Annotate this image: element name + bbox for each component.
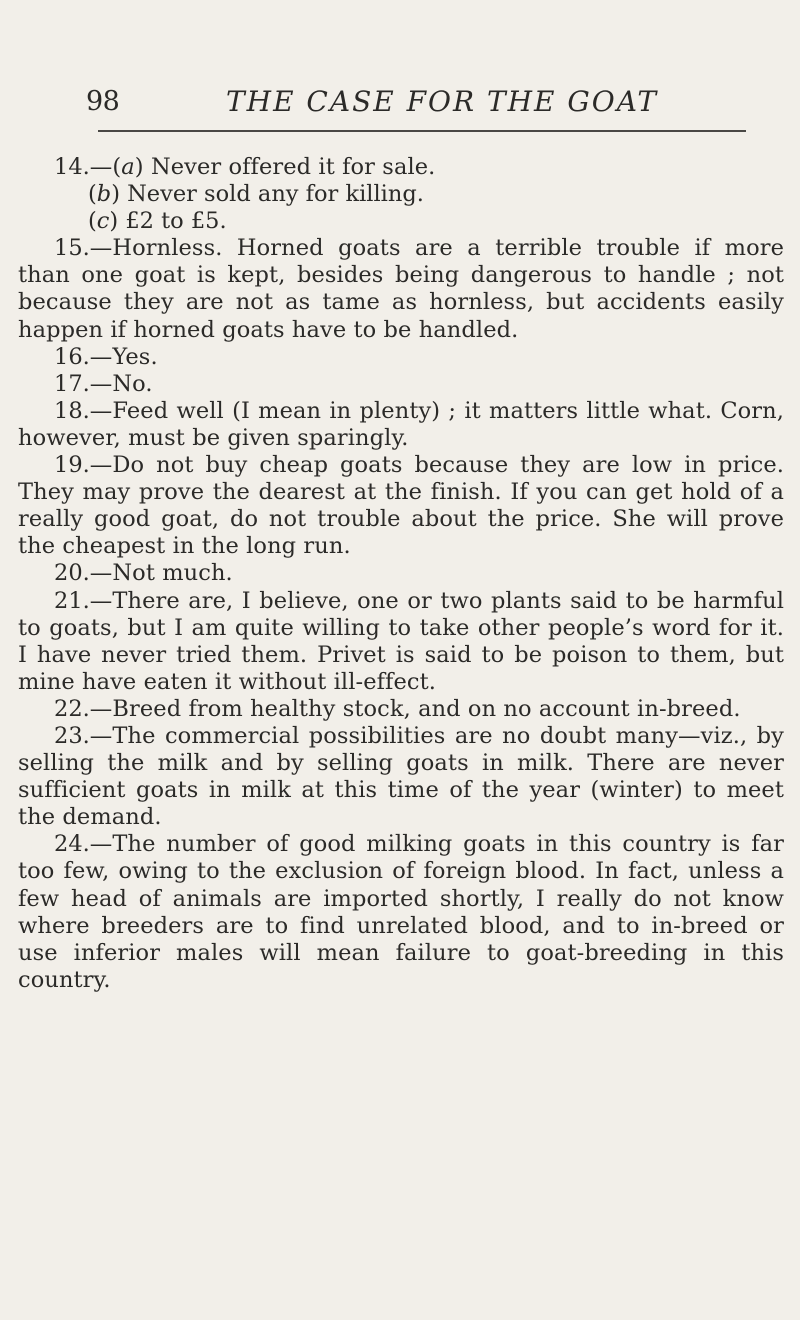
- answer-18: 18.—Feed well (I mean in plenty) ; it matters little what. Corn, however, must be given sparingly.: [18, 397, 784, 451]
- answer-22: 22.—Breed from healthy stock, and on no account in-breed.: [54, 695, 741, 722]
- answer-23: 23.—The commercial possibilities are no doubt many—viz., by selling the milk and by selling goats in milk. There are never sufficient goats in milk at this time of the year (winter) to meet the demand.: [18, 722, 784, 831]
- answer-16: 16.—Yes.: [54, 343, 158, 370]
- answer-19: 19.—Do not buy cheap goats because they are low in price. They may prove the dearest at the finish. If you can get hold of a really good goat, do not trouble about the price. She will prove the cheapest in the long run.: [18, 452, 784, 560]
- answer-14c: (c) £2 to £5.: [88, 208, 227, 235]
- answer-21: 21.—There are, I believe, one or two plants said to be harmful to goats, but I am quite willing to take other people’s word for it. I have never tried them. Privet is said to be poison to them, but mine have eaten it without ill-effect.: [18, 587, 784, 695]
- answer-20: 20.—Not much.: [54, 560, 233, 587]
- answer-15: 15.—Hornless. Horned goats are a terrible trouble if more than one goat is kept, besides being dangerous to handle ; not because they are not as tame as hornless, but accidents easily happen if horned goats have to be handled.: [18, 235, 784, 343]
- answer-24: 24.—The number of good milking goats in this country is far too few, owing to the exclusion of foreign blood. In fact, unless a few head of animals are imported shortly, I really do not know where breeders are to find unrelated blood, and to in-breed or use inferior males will mean failure to goat-breeding in this country.: [18, 831, 784, 993]
- body-text: [18, 154, 784, 994]
- answer-17: 17.—No.: [54, 370, 153, 397]
- page-number: 98: [86, 86, 120, 117]
- header-rule: [98, 130, 746, 132]
- answer-14b: (b) Never sold any for killing.: [88, 181, 424, 208]
- page-header: [86, 82, 746, 122]
- running-title: THE CASE FOR THE GOAT: [226, 85, 659, 118]
- answer-14a: 14.—(a) Never offered it for sale.: [54, 154, 436, 180]
